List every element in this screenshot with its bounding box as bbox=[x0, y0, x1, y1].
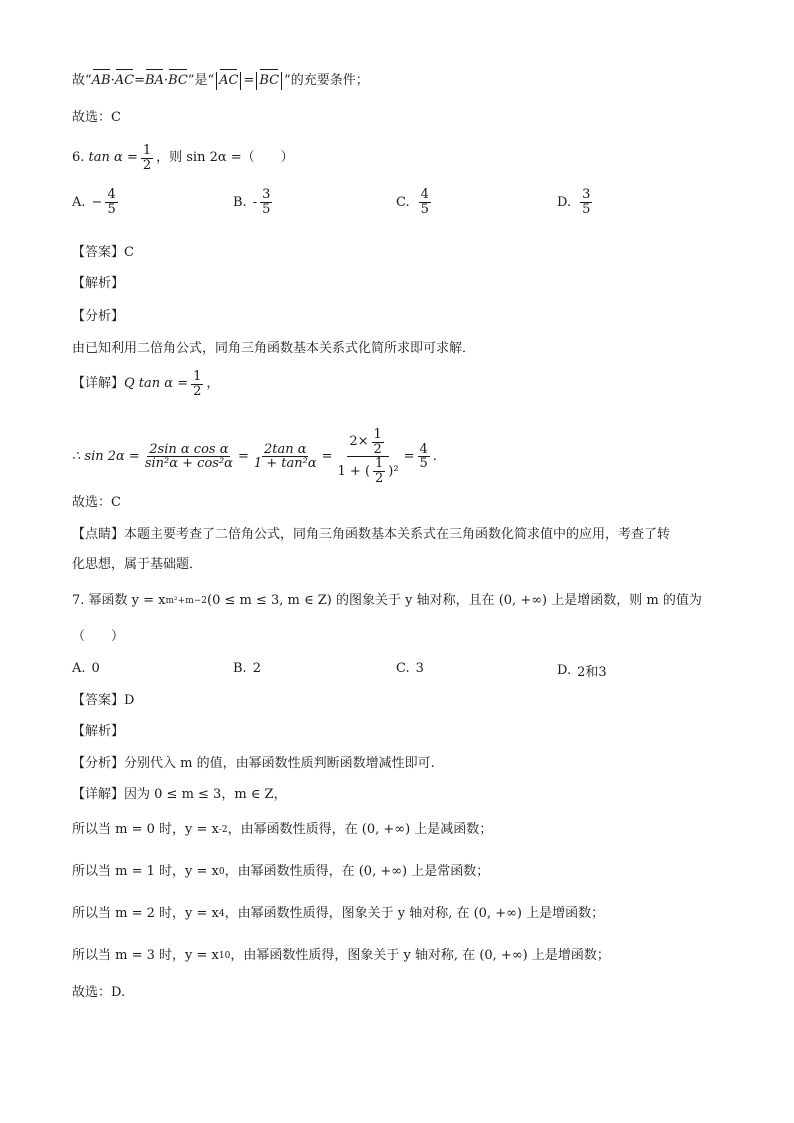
q7-option-a: A. 0 bbox=[72, 661, 100, 676]
text: · bbox=[163, 73, 169, 88]
choose-7: 故选：D. bbox=[72, 985, 126, 1000]
detail-6: 【详解】 Q tan α = $\frac{1}{2}$ ， bbox=[72, 369, 220, 399]
dianjing-6: 【点睛】 本题主要考查了二倍角公式，同角三角函数基本关系式在三角函数化简求值中的应用，考查了转 bbox=[72, 527, 671, 542]
derivation-6: ∴ sin 2α = $\frac{\text{2sin α cos α}}{\text{sin²α + cos²α}}$ = $\frac{\text{2tan α}}{\text{1 + tan²α}}$ = 2× $\frac{1}{2}$ 1 + ( $\frac{1}{2}$ )² = $\frac{4}{5}$ . bbox=[72, 427, 437, 486]
question-6 bbox=[72, 144, 294, 172]
answer-6: 【答案】C bbox=[72, 245, 134, 260]
text: = bbox=[134, 73, 145, 88]
detail-7: 【详解】 因为 0 ≤ m ≤ 3，m ∈ Z， bbox=[72, 787, 287, 802]
vector-ba: BA bbox=[145, 73, 164, 88]
case-m1: 所以当 m = 1 时，y = x 0 ，由幂函数性质得，在 (0, +∞) 上是常函数； bbox=[72, 864, 490, 879]
conclusion-line bbox=[72, 72, 369, 90]
text: ，则 sin 2α =（ ） bbox=[156, 150, 294, 166]
vector-ab: AB bbox=[91, 73, 111, 88]
option-b: B. - $\frac{3}{5}$ bbox=[233, 187, 271, 217]
text: 故“ bbox=[72, 73, 92, 88]
question-7-paren: （ ） bbox=[72, 629, 125, 644]
vector-ac-abs: AC bbox=[219, 73, 239, 88]
text: ”是“ bbox=[187, 73, 215, 88]
question-number: 6. bbox=[72, 150, 85, 166]
fenxi-7: 【分析】 分别代入 m 的值，由幂函数性质判断函数增减性即可. bbox=[72, 756, 435, 771]
option-a: A. − $\frac{4}{5}$ bbox=[72, 187, 116, 217]
case-m3: 所以当 m = 3 时，y = x 10 ，由幂函数性质得，图象关于 y 轴对称, 在 (0, +∞) 上是增函数； bbox=[72, 948, 610, 963]
case-m2: 所以当 m = 2 时，y = x 4 ，由幂函数性质得，图象关于 y 轴对称, 在 (0, +∞) 上是增函数； bbox=[72, 906, 605, 921]
question-7: 7. 幂函数 y = x m²+m−2 (0 ≤ m ≤ 3, m ∈ Z) 的图象关于 y 轴对称，且在 (0, +∞) 上是增函数，则 m 的值为 bbox=[72, 593, 702, 608]
dianjing-6-cont: 化思想，属于基础题． bbox=[72, 557, 203, 572]
q7-option-d: D. 2和3 bbox=[557, 663, 607, 680]
option-c: C. $\frac{4}{5}$ bbox=[396, 187, 429, 217]
text: · bbox=[110, 73, 115, 88]
analysis-7: 【解析】 bbox=[72, 724, 125, 739]
vector-ac: AC bbox=[114, 73, 135, 88]
analysis-6: 【解析】 bbox=[72, 276, 125, 291]
vector-bc-abs: BC bbox=[259, 73, 280, 88]
fenxi-text-6: 由已知利用二倍角公式，同角三角函数基本关系式化简所求即可求解． bbox=[72, 341, 476, 356]
choose-line: 故选：C bbox=[72, 110, 121, 125]
fraction: $\frac{1}{2}$ bbox=[142, 143, 152, 173]
answer-7: 【答案】D bbox=[72, 693, 135, 708]
vector-bc: BC bbox=[168, 73, 188, 88]
fenxi-6: 【分析】 bbox=[72, 309, 125, 324]
text: = bbox=[243, 73, 255, 88]
choose-6: 故选：C bbox=[72, 495, 121, 510]
q7-option-c: C. 3 bbox=[396, 661, 424, 676]
case-m0: 所以当 m = 0 时，y = x -2 ，由幂函数性质得，在 (0, +∞) 上是减函数； bbox=[72, 822, 493, 837]
q7-option-b: B. 2 bbox=[233, 661, 261, 676]
text: tan α = bbox=[88, 150, 138, 166]
text: ”的充要条件； bbox=[284, 73, 369, 88]
option-d: D. $\frac{3}{5}$ bbox=[557, 187, 591, 217]
